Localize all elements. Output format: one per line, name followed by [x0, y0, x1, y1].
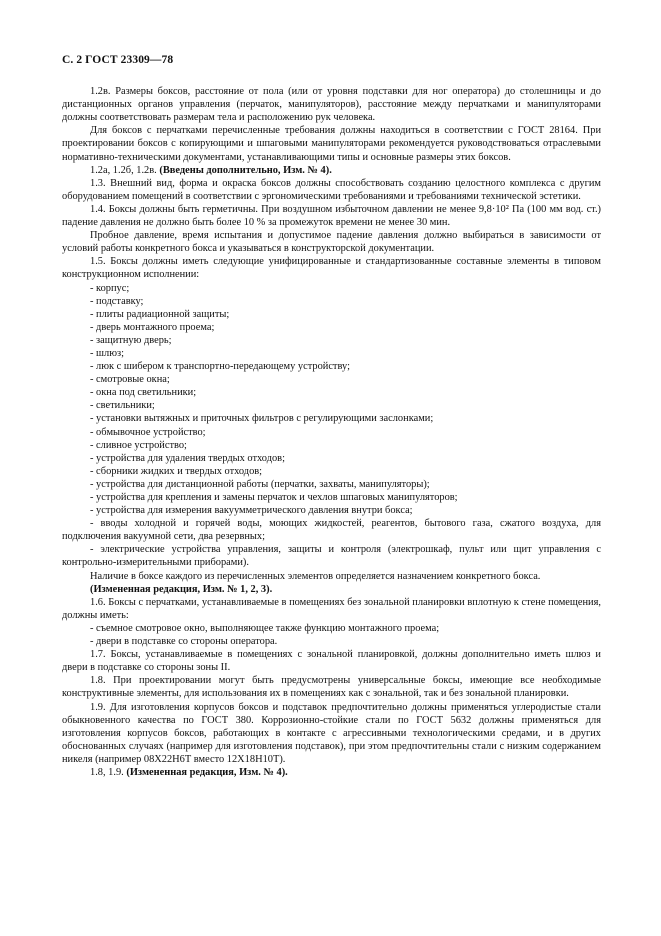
- amendment-bold: (Измененная редакция, Изм. № 4).: [126, 766, 288, 778]
- list-item: - защитную дверь;: [90, 334, 172, 346]
- list-item: - устройства для дистанционной работы (перчатки, захваты, манипуляторы);: [90, 478, 430, 490]
- amendment-note-3: [62, 766, 601, 779]
- list-item: - корпус;: [90, 282, 130, 294]
- paragraph-1-9: 1.9. Для изготовления корпусов боксов и подставок предпочтительно должны применяться углеродистые стали обыкновенного качества по ГОСТ 380. Коррозионно-стойкие стали по ГОСТ 5632 должны применяться для изготовления корпусов боксов, работающих в контакте с агрессивными технологическими средами, и в других обоснованных случаях (например для изготовления подставок), при этом предпочтительны стали с низким содержанием никеля (например 08Х22Н6Т вместо 12Х18Н10Т).: [62, 701, 601, 765]
- paragraph-note-1-5: Наличие в боксе каждого из перечисленных элементов определяется назначением конкретного бокса.: [90, 570, 541, 582]
- amendment-prefix: 1.8, 1.9.: [90, 766, 127, 778]
- paragraph-1-5: 1.5. Боксы должны иметь следующие унифицированные и стандартизованные составные элементы в типовом конструкционном исполнении:: [62, 256, 601, 281]
- amendment-bold: (Введены дополнительно, Изм. № 4).: [159, 164, 332, 176]
- page-header: С. 2 ГОСТ 23309—78: [62, 54, 174, 66]
- list-item: - съемное смотровое окно, выполняющее также функцию монтажного проема;: [90, 622, 440, 634]
- paragraph-1-6: 1.6. Боксы с перчатками, устанавливаемые в помещениях без зональной планировки вплотную к стене помещения, должны иметь:: [62, 596, 601, 621]
- paragraph-test-pressure: Пробное давление, время испытания и допустимое падение давления должно выбираться в зависимости от условий работы конкретного бокса и указываться в конструкторской документации.: [62, 230, 601, 255]
- list-item: - устройства для удаления твердых отходов;: [90, 452, 285, 464]
- list-item: - светильники;: [90, 400, 155, 412]
- list-item-long: - вводы холодной и горячей воды, моющих жидкостей, реагентов, бытового газа, сжатого воздуха, для подключения вакуумной сети, два резервных;: [62, 518, 601, 543]
- list-item: - люк с шибером к транспортно-передающему устройству;: [90, 361, 350, 373]
- paragraph-gloves-requirements: Для боксов с перчатками перечисленные требования должны находиться в соответствии с ГОСТ 28164. При проектировании боксов с копирующими и шпаговыми манипуляторами рекомендуется руководствоваться отраслевыми нормативно-техническими документами, устанавливающими типы и основные размеры этих боксов.: [62, 125, 601, 163]
- list-item: - устройства для крепления и замены перчаток и чехлов шпаговых манипуляторов;: [90, 492, 458, 503]
- list-item: - окна под светильники;: [90, 387, 197, 399]
- list-item: - шлюз;: [90, 347, 124, 359]
- paragraph-1-3: 1.3. Внешний вид, форма и окраска боксов должны способствовать созданию целостного комплекса с другим оборудованием помещений в соответствии с эргономическими требованиями и требованиями технической эстетики.: [62, 177, 601, 202]
- list-item: - сливное устройство;: [90, 439, 187, 451]
- list-item: - смотровые окна;: [90, 374, 170, 386]
- list-item: - устройства для измерения вакуумметрического давления внутри бокса;: [90, 505, 413, 517]
- paragraph-1-8: 1.8. При проектировании могут быть предусмотрены универсальные боксы, имеющие все необходимые конструктивные элементы, для использования их в помещениях как с зональной, так и без зональной планировки.: [62, 675, 601, 700]
- amendment-note-2: (Измененная редакция, Изм. № 1, 2, 3).: [90, 583, 273, 595]
- list-item: - установки вытяжных и приточных фильтров с регулирующими заслонками;: [90, 413, 434, 425]
- list-item-long: - электрические устройства управления, защиты и контроля (электрошкаф, пульт или щит управления с контрольно-измерительными приборами).: [62, 544, 601, 569]
- paragraph-1-4: 1.4. Боксы должны быть герметичны. При воздушном избыточном давлении не менее 9,8·10² Па (100 мм вод. ст.) падение давления не должно быть более 10 % за промежуток времени не менее 30 мин.: [62, 203, 601, 229]
- amendment-note-1: [62, 164, 601, 177]
- paragraph-1-7: 1.7. Боксы, устанавливаемые в помещениях с зональной планировкой, должны дополнительно иметь шлюз и двери в подставке со стороны зоны II.: [62, 649, 601, 674]
- list-item: - подставку;: [90, 295, 144, 307]
- amendment-prefix: 1.2а, 1.2б, 1.2в.: [90, 164, 160, 176]
- list-item: - обмывочное устройство;: [90, 426, 206, 438]
- paragraph-1-2v: 1.2в. Размеры боксов, расстояние от пола (или от уровня подставки для ног оператора) до столешницы и до дистанционных органов управления (перчаток, манипуляторов), расстояние между перчатками и манипуляторами должны соответствовать размерам тела и расположению рук человека.: [62, 86, 601, 124]
- list-item: - плиты радиационной защиты;: [90, 308, 230, 320]
- list-item: - дверь монтажного проема;: [90, 321, 215, 333]
- list-item: - сборники жидких и твердых отходов;: [90, 465, 263, 477]
- list-item: - двери в подставке со стороны оператора.: [90, 636, 278, 648]
